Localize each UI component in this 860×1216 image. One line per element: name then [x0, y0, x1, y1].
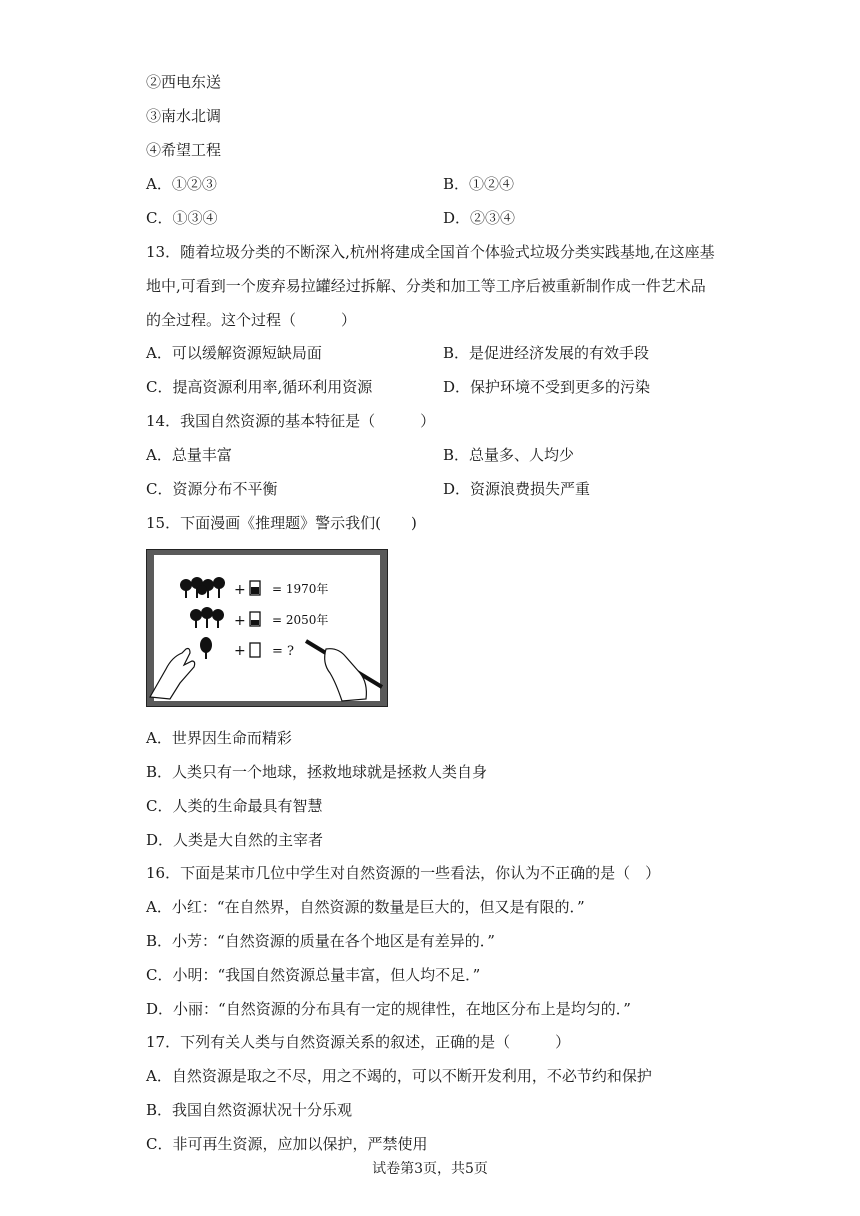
- q13-stem-line-1: 13．随着垃圾分类的不断深入,杭州将建成全国首个体验式垃圾分类实践基地,在这座基: [146, 243, 715, 261]
- page-footer: 试卷第3页，共5页: [372, 1161, 488, 1177]
- svg-text:+: +: [234, 643, 246, 659]
- q12-choice-d: D．②③④: [443, 209, 516, 227]
- option-4: ④希望工程: [146, 141, 222, 159]
- q12-choice-b: B．①②④: [443, 175, 515, 193]
- q16-stem: 16．下面是某市几位中学生对自然资源的一些看法，你认为不正确的是（ ）: [146, 864, 661, 882]
- q16-choice-b: B．小芳：“自然资源的质量在各个地区是有差异的．”: [146, 932, 495, 950]
- q16-choice-d: D．小丽：“自然资源的分布具有一定的规律性，在地区分布上是均匀的．”: [146, 1000, 631, 1018]
- q16-choice-c: C．小明：“我国自然资源总量丰富，但人均不足．”: [146, 966, 481, 984]
- q14-choice-a: A．总量丰富: [146, 446, 232, 464]
- svg-text:+: +: [234, 582, 246, 598]
- reasoning-cartoon: [146, 549, 388, 707]
- q16-choice-a: A．小红：“在自然界，自然资源的数量是巨大的，但又是有限的．”: [146, 898, 585, 916]
- q12-choice-a: A．①②③: [146, 175, 217, 193]
- q14-choice-c: C．资源分布不平衡: [146, 480, 278, 498]
- q13-stem-line-2: 地中,可看到一个废弃易拉罐经过拆解、分类和加工等工序后被重新制作成一件艺术品: [146, 277, 706, 295]
- q12-choice-c: C．①③④: [146, 209, 218, 227]
- q13-choice-c: C．提高资源利用率,循环利用资源: [146, 378, 373, 396]
- q14-stem: 14．我国自然资源的基本特征是（ ）: [146, 412, 436, 430]
- q14-choice-d: D．资源浪费损失严重: [443, 480, 591, 498]
- q15-choice-d: D．人类是大自然的主宰者: [146, 831, 324, 849]
- option-2: ②西电东送: [146, 73, 222, 91]
- q15-choice-c: C．人类的生命最具有智慧: [146, 797, 323, 815]
- q13-stem-line-3: 的全过程。这个过程（ ）: [146, 311, 357, 329]
- q13-choice-d: D．保护环境不受到更多的污染: [443, 378, 651, 396]
- q17-choice-b: B．我国自然资源状况十分乐观: [146, 1101, 353, 1119]
- option-3: ③南水北调: [146, 107, 222, 125]
- svg-text:+: +: [234, 613, 246, 629]
- row1-result: = 1970年: [272, 582, 329, 596]
- row2-result: = 2050年: [272, 613, 329, 627]
- q15-choice-a: A．世界因生命而精彩: [146, 729, 292, 747]
- q14-choice-b: B．总量多、人均少: [443, 446, 575, 464]
- tree-icon: [190, 607, 224, 628]
- q17-stem: 17．下列有关人类与自然资源关系的叙述，正确的是（ ）: [146, 1033, 571, 1051]
- q13-choice-b: B．是促进经济发展的有效手段: [443, 344, 650, 362]
- q15-choice-b: B．人类只有一个地球，拯救地球就是拯救人类自身: [146, 763, 488, 781]
- q17-choice-a: A．自然资源是取之不尽，用之不竭的，可以不断开发利用，不必节约和保护: [146, 1067, 652, 1085]
- q15-stem: 15．下面漫画《推理题》警示我们( ): [146, 514, 417, 532]
- q17-choice-c: C．非可再生资源，应加以保护，严禁使用: [146, 1135, 428, 1153]
- q13-choice-a: A．可以缓解资源短缺局面: [146, 344, 322, 362]
- row3-result: = ?: [272, 644, 294, 659]
